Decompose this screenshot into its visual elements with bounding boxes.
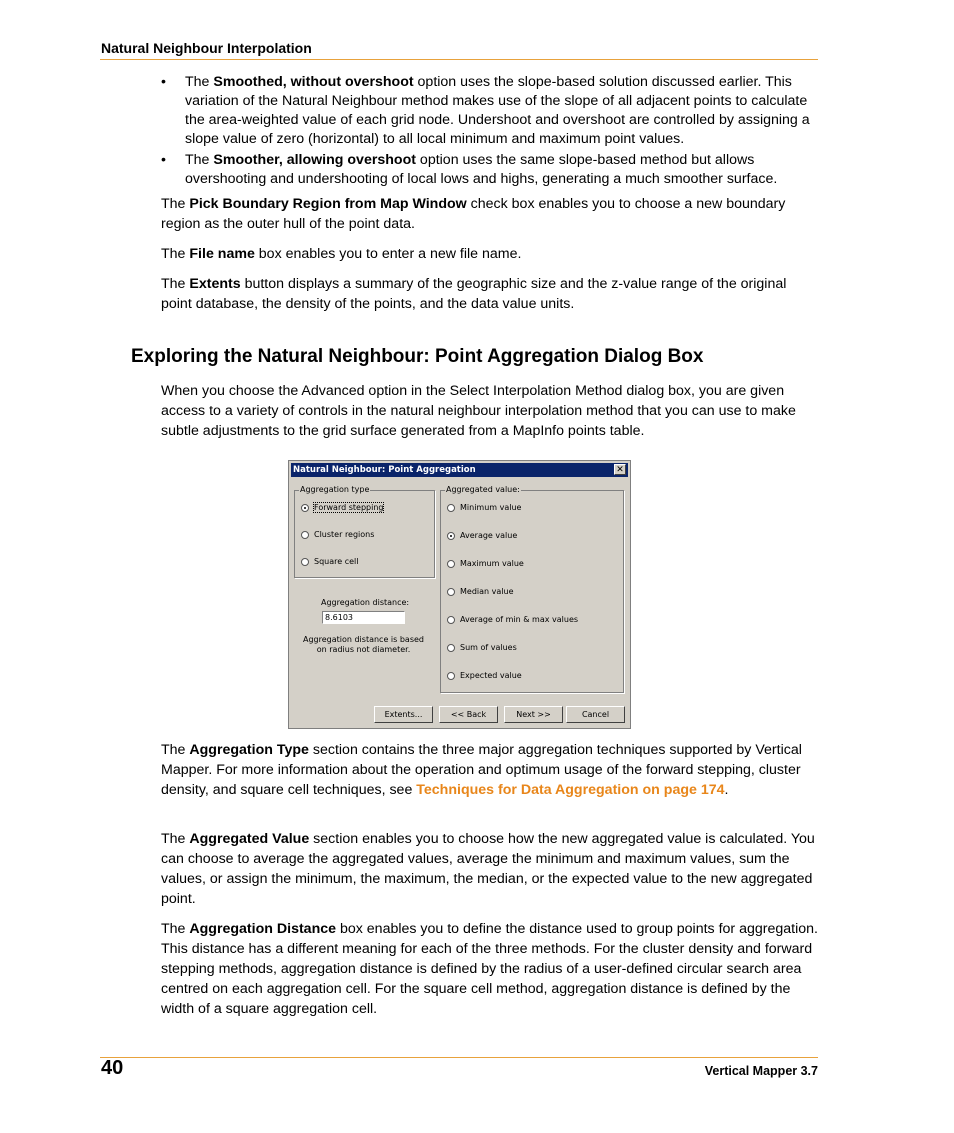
page-number: 40 — [101, 1057, 124, 1079]
text: The — [185, 152, 214, 168]
radio-label: Maximum value — [460, 559, 524, 568]
text: The — [161, 742, 190, 758]
term: Extents — [189, 276, 241, 292]
file-name-paragraph — [161, 244, 821, 264]
radio-maximum-value[interactable] — [447, 559, 524, 568]
radio-label: Sum of values — [460, 643, 517, 652]
radio-label: Cluster regions — [314, 530, 375, 539]
term: Smoothed, without overshoot — [213, 74, 414, 90]
radio-square-cell[interactable] — [301, 557, 358, 566]
radio-sum-of-values[interactable] — [447, 643, 517, 652]
aggregation-distance-input[interactable]: 8.6103 — [322, 611, 405, 624]
radio-icon — [447, 644, 455, 652]
text: button displays a summary of the geographic size and the z-value range of the original point database, the density of the points, and the data value units. — [161, 276, 787, 312]
radio-icon — [447, 672, 455, 680]
text: The — [185, 74, 214, 90]
radio-minimum-value[interactable] — [447, 503, 521, 512]
term: Smoother, allowing overshoot — [213, 152, 416, 168]
text: section enables you to choose how the new aggregated value is calculated. You can choose to average the aggregated values, average the minimum and maximum values, sum the values, or assign the minimum, the maximum, the median, or the expected value to the new aggregated point. — [161, 831, 815, 907]
option-bullet-list — [161, 73, 821, 189]
footer-product: Vertical Mapper 3.7 — [704, 1064, 818, 1078]
text: option uses the slope-based solution discussed earlier. This variation of the Natural Neighbour method makes use of the slope of all adjacent points to calculate the area-weighted value of each grid node. Undershoot and overshoot are controlled by assigning a slope value of zero (horizontal) to all local minimum and maximum point values. — [185, 74, 810, 147]
group-label: Aggregation type — [300, 485, 370, 494]
radio-icon — [447, 588, 455, 596]
radio-icon — [447, 560, 455, 568]
text: section contains the three major aggregation techniques supported by Vertical Mapper. For more information about the operation and optimum usage of the forward stepping, cluster density, and square cell techniques, see — [161, 742, 802, 798]
aggregation-distance-paragraph — [161, 919, 821, 1019]
radio-cluster-regions[interactable] — [301, 530, 374, 539]
radio-label: Forward stepping — [314, 503, 384, 512]
list-item — [161, 151, 821, 189]
text: The — [161, 831, 190, 847]
radio-average-min-max[interactable] — [447, 615, 578, 624]
term: Aggregation Type — [189, 742, 309, 758]
term: Aggregated Value — [189, 831, 310, 847]
back-button[interactable]: << Back — [439, 706, 498, 723]
aggregation-distance-label: Aggregation distance: — [321, 598, 410, 607]
aggregated-value-group — [440, 485, 624, 693]
radio-forward-stepping[interactable] — [301, 503, 383, 512]
radio-label: Average value — [460, 531, 518, 540]
aggregation-type-paragraph — [161, 740, 821, 800]
radio-average-value[interactable] — [447, 531, 517, 540]
close-icon[interactable]: ✕ — [614, 464, 626, 475]
pick-boundary-paragraph — [161, 194, 821, 234]
point-aggregation-dialog — [288, 460, 631, 729]
aggregation-type-group — [294, 485, 435, 578]
text: . — [724, 782, 729, 798]
radio-label: Expected value — [460, 671, 522, 680]
dialog-titlebar — [291, 463, 628, 477]
dialog-title: Natural Neighbour: Point Aggregation — [293, 465, 476, 475]
group-label: Aggregated value: — [446, 485, 520, 494]
running-header: Natural Neighbour Interpolation — [101, 40, 312, 56]
section-intro: When you choose the Advanced option in the Select Interpolation Method dialog box, you are given access to a variety of controls in the natural neighbour interpolation method that you can use to make subtle adjustments to the grid surface generated from a MapInfo points table. — [161, 383, 796, 439]
next-button[interactable]: Next >> — [504, 706, 563, 723]
aggregated-value-paragraph — [161, 829, 821, 909]
extents-paragraph — [161, 274, 821, 314]
cancel-button[interactable]: Cancel — [566, 706, 625, 723]
text: The — [161, 276, 190, 292]
radio-icon — [301, 558, 309, 566]
list-item — [161, 73, 821, 149]
radio-label: Average of min & max values — [460, 615, 579, 624]
radio-label: Median value — [460, 587, 514, 596]
radio-label: Minimum value — [460, 503, 522, 512]
bullet-mark: • — [161, 152, 166, 168]
radio-icon — [301, 504, 309, 512]
term: Pick Boundary Region from Map Window — [189, 196, 467, 212]
bullet-mark: • — [161, 74, 166, 90]
term: Aggregation Distance — [189, 921, 337, 937]
header-rule — [100, 59, 818, 60]
cross-reference-link[interactable]: Techniques for Data Aggregation on page 174 — [416, 782, 725, 798]
extents-button[interactable]: Extents... — [374, 706, 433, 723]
section-heading: Exploring the Natural Neighbour: Point Aggregation Dialog Box — [131, 346, 704, 367]
text: The — [161, 196, 190, 212]
term: File name — [189, 246, 255, 262]
text: box enables you to enter a new file name. — [254, 246, 522, 262]
radio-icon — [447, 532, 455, 540]
text: box enables you to define the distance used to group points for aggregation. This distance has a different meaning for each of the three methods. For the cluster density and forward stepping methods, aggregation distance is defined by the radius of a user-defined circular search area centred on each aggregation cell. For the square cell method, aggregation distance is defined by the width of a square aggregation cell. — [161, 921, 818, 1017]
radio-icon — [301, 531, 309, 539]
radio-icon — [447, 616, 455, 624]
footer-rule — [100, 1057, 818, 1058]
radio-label: Square cell — [314, 557, 359, 566]
text: option uses the same slope-based method but allows overshooting and undershooting of local lows and highs, generating a much smoother surface. — [185, 152, 778, 187]
radio-expected-value[interactable] — [447, 671, 522, 680]
text: The — [161, 246, 190, 262]
radio-icon — [447, 504, 455, 512]
text: check box enables you to choose a new boundary region as the outer hull of the point data. — [161, 196, 786, 232]
aggregation-distance-note: Aggregation distance is based on radius not diameter. — [302, 635, 425, 654]
text: The — [161, 921, 190, 937]
radio-median-value[interactable] — [447, 587, 514, 596]
